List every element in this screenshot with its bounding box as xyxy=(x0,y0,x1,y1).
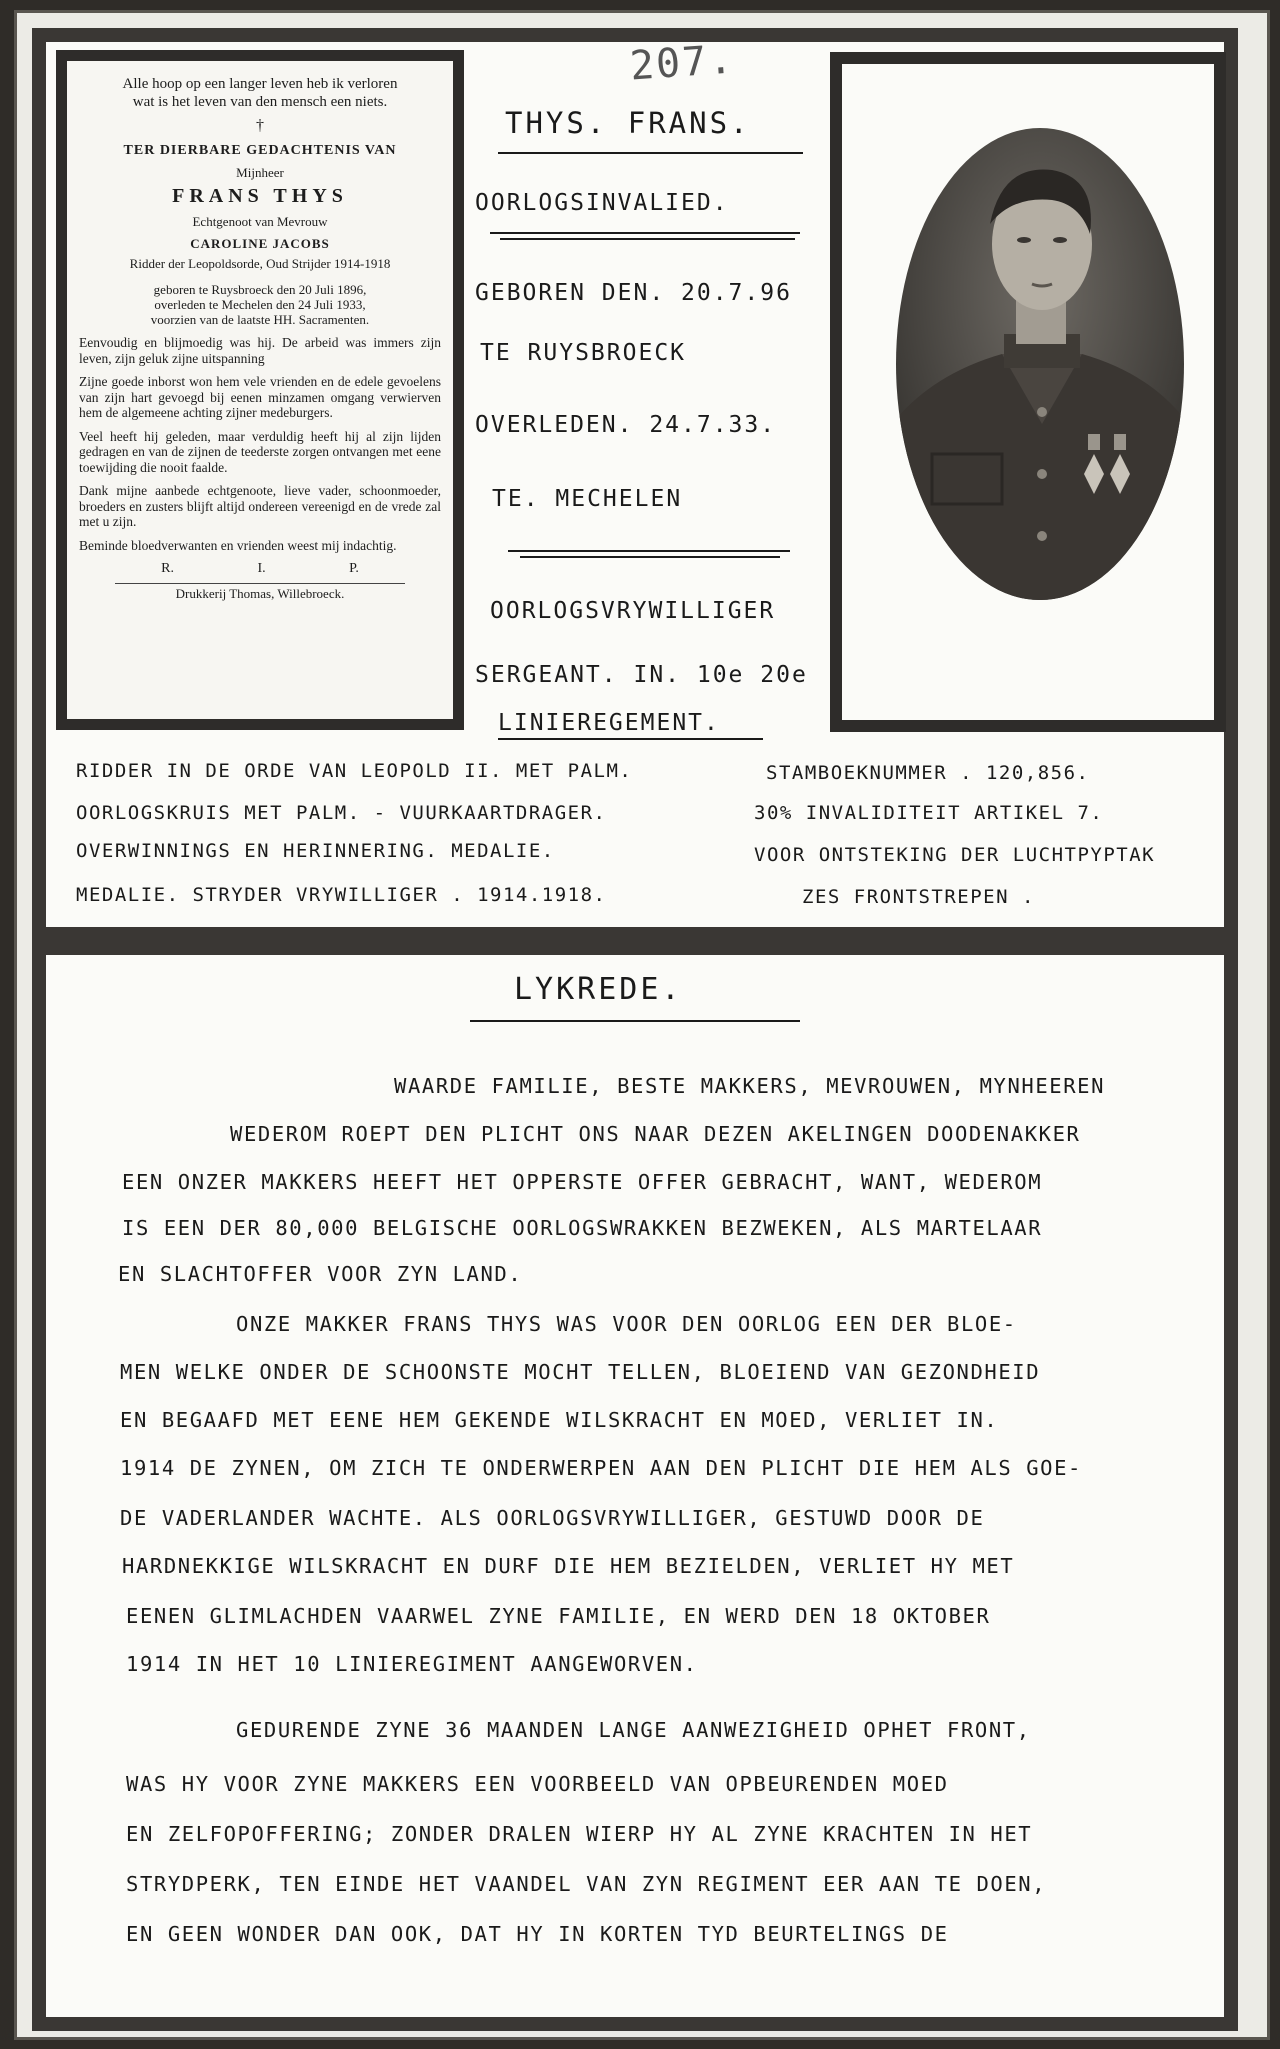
card-spouse-intro: Echtgenoot van Mevrouw xyxy=(192,214,328,229)
honour-left-4: MEDALIE. STRYDER VRYWILLIGER . 1914.1918. xyxy=(76,884,607,906)
header-volunteer: OORLOGSVRYWILLIGER xyxy=(490,598,776,624)
honour-right-3: VOOR ONTSTEKING DER LUCHTPYPTAK xyxy=(754,844,1156,866)
header-regiment-underline xyxy=(498,738,763,740)
eulogy-title-underline xyxy=(470,1020,800,1022)
eulogy-line-2: WEDEROM ROEPT DEN PLICHT ONS NAAR DEZEN AKELINGEN DOODENAKKER xyxy=(230,1122,1081,1146)
header-divider-2 xyxy=(520,556,780,558)
eulogy-line-18: EN GEEN WONDER DAN OOK, DAT HY IN KORTEN TYD BEURTELINGS DE xyxy=(126,1922,949,1946)
eulogy-line-11: HARDNEKKIGE WILSKRACHT EN DURF DIE HEM BEZIELDEN, VERLIET HY MET xyxy=(122,1554,1015,1578)
soldier-portrait-image xyxy=(892,124,1188,604)
header-divider xyxy=(508,550,790,552)
card-motto: Alle hoop op een langer leven heb ik verloren wat is het leven van den mensch een niets. xyxy=(122,76,398,110)
eulogy-line-16: EN ZELFOPOFFERING; ZONDER DRALEN WIERP HY AL ZYNE KRACHTEN IN HET xyxy=(126,1822,1033,1846)
page-number: 207. xyxy=(628,36,736,90)
header-born: GEBOREN DEN. 20.7.96 xyxy=(475,280,792,306)
memorial-card xyxy=(56,50,464,730)
eulogy-line-8: EN BEGAAFD MET EENE HEM GEKENDE WILSKRACHT EN MOED, VERLIET IN. xyxy=(120,1408,999,1432)
card-name: FRANS THYS xyxy=(172,185,348,207)
honour-right-1: STAMBOEKNUMMER . 120,856. xyxy=(766,762,1090,784)
header-died-place: TE. MECHELEN xyxy=(492,486,683,512)
eulogy-title: LYKREDE. xyxy=(514,972,683,1007)
eulogy-line-12: EENEN GLIMLACHDEN VAARWEL ZYNE FAMILIE, EN WERD DEN 18 OKTOBER xyxy=(126,1604,991,1628)
eulogy-line-17: STRYDPERK, TEN EINDE HET VAANDEL VAN ZYN REGIMENT EER AAN TE DOEN, xyxy=(126,1872,1047,1896)
card-spouse: CAROLINE JACOBS xyxy=(190,236,330,251)
eulogy-line-13: 1914 IN HET 10 LINIEREGIMENT AANGEWORVEN. xyxy=(126,1652,698,1676)
card-dates: geboren te Ruysbroeck den 20 Juli 1896, overleden te Mechelen den 24 Juli 1933, voorzien van de laatste HH. Sacramenten. xyxy=(150,282,370,327)
card-rip: R. I. P. xyxy=(161,561,359,576)
card-title-word: Mijnheer xyxy=(236,165,284,180)
card-printer: Drukkerij Thomas, Willebroeck. xyxy=(175,586,345,601)
card-paragraph-2: Zijne goede inborst won hem vele vrienden en de edele gevoelens van zijn hart gevoegd bij eenen minzamen omgang verwierven hem de algemeene achting zijner medeburgers. xyxy=(79,374,441,420)
eulogy-panel-frame xyxy=(32,941,1238,2031)
card-paragraph-1: Eenvoudig en blijmoedig was hij. De arbeid was immers zijn leven, zijn geluk zijne uitspanning xyxy=(79,335,441,366)
eulogy-line-1: WAARDE FAMILIE, BESTE MAKKERS, MEVROUWEN, MYNHEEREN xyxy=(394,1074,1106,1098)
card-honours: Ridder der Leopoldsorde, Oud Strijder 1914-1918 xyxy=(129,256,391,271)
honour-left-1: RIDDER IN DE ORDE VAN LEOPOLD II. MET PALM. xyxy=(76,760,633,782)
honour-left-3: OVERWINNINGS EN HERINNERING. MEDALIE. xyxy=(76,840,555,862)
card-paragraph-3: Veel heeft hij geleden, maar verduldig heeft hij al zijn lijden gedragen en van de zijnen de teederste zorgen ontvangen met eene toewijding die nooit faalde. xyxy=(79,428,441,475)
eulogy-line-3: EEN ONZER MAKKERS HEEFT HET OPPERSTE OFFER GEBRACHT, WANT, WEDEROM xyxy=(122,1170,1043,1194)
header-name: THYS. FRANS. xyxy=(505,106,751,140)
card-divider xyxy=(115,583,405,584)
card-paragraph-4: Dank mijne aanbede echtgenoote, lieve vader, schoonmoeder, broeders en zusters blijft altijd ondereen vereenigd en de vrede zal met u zijn. xyxy=(79,483,441,529)
eulogy-line-14: GEDURENDE ZYNE 36 MAANDEN LANGE AANWEZIGHEID OPHET FRONT, xyxy=(236,1718,1031,1742)
honour-right-4: ZES FRONTSTREPEN . xyxy=(802,886,1035,908)
header-died: OVERLEDEN. 24.7.33. xyxy=(475,412,777,438)
eulogy-line-10: DE VADERLANDER WACHTE. ALS OORLOGSVRYWILLIGER, GESTUWD DOOR DE xyxy=(120,1506,985,1530)
header-born-place: TE RUYSBROECK xyxy=(480,340,687,366)
eulogy-line-4: IS EEN DER 80,000 BELGISCHE OORLOGSWRAKKEN BEZWEKEN, ALS MARTELAAR xyxy=(122,1216,1043,1240)
header-regiment: LINIEREGEMENT. xyxy=(498,710,720,736)
honour-left-2: OORLOGSKRUIS MET PALM. - VUURKAARTDRAGER. xyxy=(76,802,607,824)
portrait-photo xyxy=(830,52,1226,732)
card-paragraph-5: Beminde bloedverwanten en vrienden weest mij indachtig. xyxy=(79,537,397,553)
header-status-underline-2 xyxy=(500,238,795,240)
header-status-underline xyxy=(490,232,800,234)
eulogy-line-15: WAS HY VOOR ZYNE MAKKERS EEN VOORBEELD VAN OPBEURENDEN MOED xyxy=(126,1772,949,1796)
card-dedication: TER DIERBARE GEDACHTENIS VAN xyxy=(123,143,397,158)
header-rank: SERGEANT. IN. 10e 20e xyxy=(475,662,808,688)
honour-right-2: 30% INVALIDITEIT ARTIKEL 7. xyxy=(754,802,1104,824)
eulogy-line-9: 1914 DE ZYNEN, OM ZICH TE ONDERWERPEN AAN DEN PLICHT DIE HEM ALS GOE- xyxy=(120,1456,1083,1480)
eulogy-line-5: EN SLACHTOFFER VOOR ZYN LAND. xyxy=(118,1262,523,1286)
header-status: OORLOGSINVALIED. xyxy=(475,190,729,216)
header-name-underline xyxy=(498,152,803,154)
eulogy-line-6: ONZE MAKKER FRANS THYS WAS VOOR DEN OORLOG EEN DER BLOE- xyxy=(236,1312,1017,1336)
eulogy-line-7: MEN WELKE ONDER DE SCHOONSTE MOCHT TELLEN, BLOEIEND VAN GEZONDHEID xyxy=(120,1360,1041,1384)
cross-icon: † xyxy=(256,117,264,134)
